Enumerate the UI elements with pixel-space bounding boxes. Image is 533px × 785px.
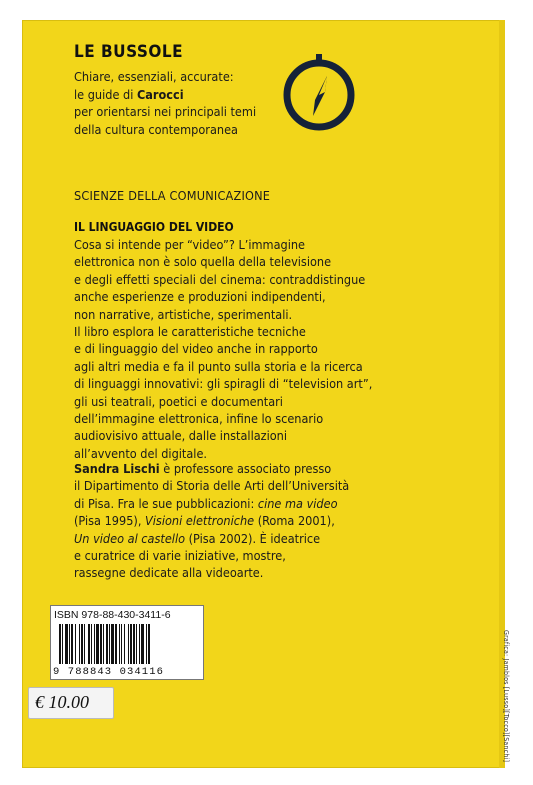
- tagline-text: le guide di: [74, 86, 137, 102]
- description-line: elettronica non è solo quella della televisione: [74, 254, 332, 270]
- bio-line: [74, 495, 374, 512]
- description-line: anche esperienze e produzioni indipendenti,: [74, 289, 326, 305]
- author-bio: [74, 460, 374, 582]
- book-description: [74, 236, 374, 462]
- barcode-bars: [57, 624, 197, 666]
- bio-text: (Pisa 2002). È ideatrice: [185, 530, 321, 546]
- bio-line: e curatrice di varie iniziative, mostre,: [74, 548, 286, 564]
- tagline-line-4: della cultura contemporanea: [74, 121, 238, 137]
- author-name: Sandra Lischi: [74, 461, 160, 476]
- barcode-number: 9 788843 034116: [53, 666, 165, 678]
- description-line: agli altri media e fa il punto sulla storia e la ricerca: [74, 358, 363, 374]
- barcode-sticker: [50, 605, 204, 680]
- description-line: dell’immagine elettronica, infine lo scenario: [74, 411, 324, 427]
- description-line: non narrative, artistiche, sperimentali.: [74, 306, 293, 322]
- description-line: all’avvento del digitale.: [74, 445, 208, 461]
- description-line: Cosa si intende per “video”? L’immagine: [74, 237, 306, 252]
- description-line: e degli effetti speciali del cinema: contraddistingue: [74, 271, 366, 287]
- bio-text: è professore associato presso: [159, 461, 332, 476]
- description-line: e di linguaggio del video anche in rapporto: [74, 341, 318, 357]
- description-line: gli usi teatrali, poetici e documentari: [74, 393, 283, 409]
- bio-line: rassegne dedicate alla videoarte.: [74, 565, 264, 581]
- bio-text: di Pisa. Fra le sue pubblicazioni:: [74, 495, 258, 511]
- section-label: SCIENZE DELLA COMUNICAZIONE: [74, 188, 271, 203]
- bio-line: [74, 512, 374, 529]
- work-title: cine ma video: [257, 495, 338, 511]
- publisher-name: Carocci: [136, 86, 184, 102]
- description-line: di linguaggi innovativi: gli spiragli di “television art”,: [74, 376, 373, 392]
- graphic-credit: Grafica: Jamblos [Lusso][Tocco][Sanchi]: [502, 630, 510, 763]
- bio-line: [74, 460, 374, 477]
- compass-logo-icon: [280, 50, 358, 140]
- bio-line: [74, 530, 374, 547]
- tagline-line-3: per orientarsi nei principali temi: [74, 104, 257, 119]
- bio-text: (Roma 2001),: [254, 513, 335, 529]
- series-tagline: [74, 68, 256, 138]
- price-label: € 10.00: [35, 692, 89, 712]
- tagline-line-1: Chiare, essenziali, accurate:: [74, 69, 234, 84]
- work-title: Visioni elettroniche: [145, 513, 255, 529]
- work-title: Un video al castello: [74, 530, 186, 546]
- description-line: Il libro esplora le caratteristiche tecniche: [74, 324, 306, 340]
- description-line: audiovisivo attuale, dalle installazioni: [74, 428, 288, 444]
- tagline-line-2: [74, 86, 256, 104]
- isbn-number: ISBN 978-88-430-3411-6: [54, 609, 171, 621]
- bio-text: (Pisa 1995),: [74, 513, 146, 529]
- price-sticker: [28, 687, 114, 719]
- series-title: LE BUSSOLE: [74, 42, 184, 62]
- bio-line: il Dipartimento di Storia delle Arti dell’Università: [74, 478, 350, 494]
- book-title: IL LINGUAGGIO DEL VIDEO: [74, 220, 234, 234]
